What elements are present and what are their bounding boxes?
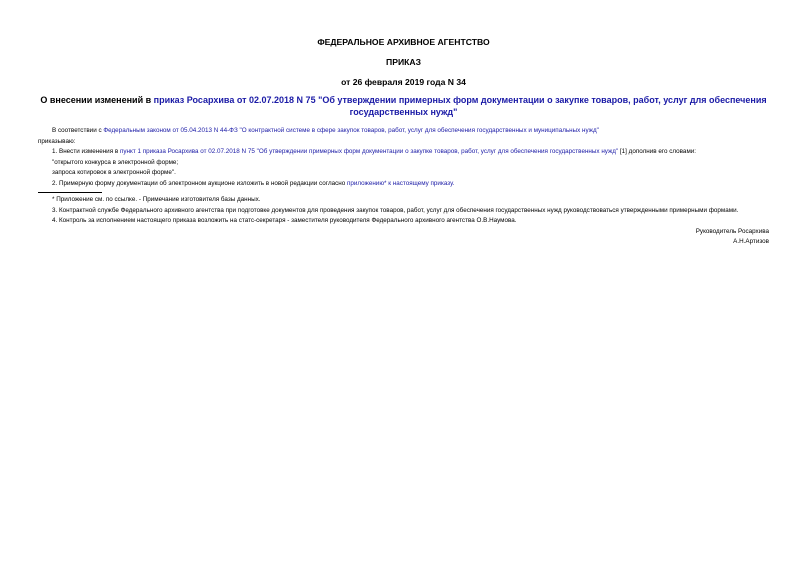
federal-law-link[interactable]: Федеральным законом от 05.04.2013 N 44-ФЗ "О контрактной системе в сфере закупок товаров, работ, услуг для обеспечения государственных и муниципальных нужд"	[103, 127, 599, 134]
item2-suffix[interactable]: * к настоящему приказу.	[384, 179, 455, 187]
document-date-number: от 26 февраля 2019 года N 34	[341, 77, 466, 87]
title-link[interactable]: приказ Росархива от 02.07.2018 N 75 "Об утверждении примерных форм документации о закупке товаров, работ, услуг для обеспечения государственных нужд"	[153, 95, 767, 117]
item2-prefix: 2. Примерную форму документации об электронном аукционе изложить в новой редакции согласно	[52, 179, 347, 187]
paragraph-item-3: 3. Контрактной службе Федерального архивного агентства при подготовке документов для проведения закупок товаров, работ, услуг для обеспечения государственных нужд руководствоваться утвержденными примерными формами.	[52, 206, 739, 214]
paragraph-item-4: 4. Контроль за исполнением настоящего приказа возложить на статс-секретаря - заместителя руководителя Федерального архивного агентства О.В.Наумова.	[52, 217, 517, 224]
signature-position: Руководитель Росархива	[695, 227, 769, 235]
item1-prefix: 1. Внести изменения в	[52, 148, 120, 155]
paragraph-item-2	[38, 179, 769, 190]
paragraph-basis	[38, 126, 769, 137]
document-body	[38, 126, 769, 248]
agency-name: ФЕДЕРАЛЬНОЕ АРХИВНОЕ АГЕНТСТВО	[317, 37, 490, 47]
footnote-divider	[38, 192, 102, 193]
signature-name: А.Н.Артизов	[733, 238, 769, 245]
item1-suffix: [1] дополнив его словами:	[618, 148, 697, 155]
paragraph-order: приказываю:	[38, 137, 76, 145]
appendix-link[interactable]: приложению	[347, 179, 385, 187]
title-prefix: О внесении изменений в	[40, 95, 154, 105]
document-type: ПРИКАЗ	[386, 57, 421, 67]
basis-prefix: В соответствии с	[52, 127, 104, 134]
order-point-link[interactable]: пункт 1 приказа Росархива от 02.07.2018 N 75 "Об утверждении примерных форм документации о закупке товаров, работ, услуг для обеспечения государственных нужд"	[119, 148, 619, 155]
quote-line-1: "открытого конкурса в электронной форме;	[52, 158, 179, 166]
footnote: * Приложение см. по ссылке. - Примечание изготовителя базы данных.	[52, 196, 261, 203]
paragraph-item-1	[38, 147, 769, 158]
quote-line-2: запроса котировок в электронной форме".	[52, 169, 176, 176]
document-title	[38, 94, 769, 118]
